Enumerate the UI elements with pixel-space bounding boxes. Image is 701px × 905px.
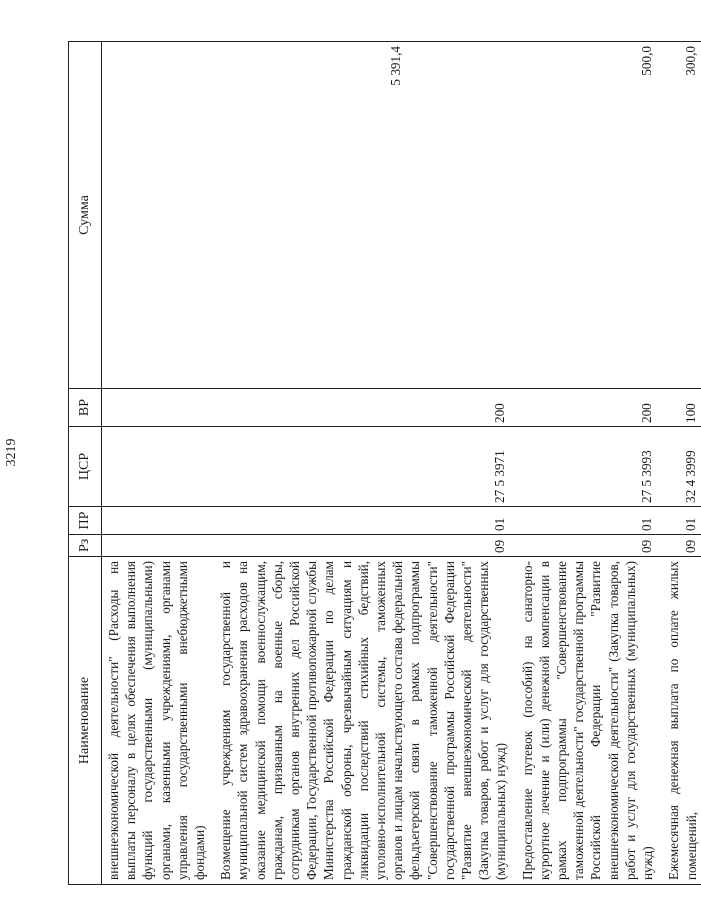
row-sum: 5 391,4 [209,42,510,389]
row-name: внешнеэкономической деятельности" (Расходы на выплаты персоналу в целях обеспечения выполнения функций государственными (муниципальными) органами, казенными учреждениями, органами управления государственными внебюджетными фондами) [102,557,210,885]
table-header-row [69,42,102,885]
row-sum: 300,0 [657,42,700,389]
row-vr: 100 [657,389,700,427]
row-name: Ежемесячная денежная выплата по оплате жилых помещений, [657,557,700,885]
row-vr [102,389,210,427]
row-vr: 200 [209,389,510,427]
header-name: Наименование [69,557,102,885]
row-csr: 27 5 3993 [511,427,658,507]
row-rz [102,535,210,557]
table-row [102,42,210,885]
row-name: Возмещение учреждениям государственной и муниципальной систем здравоохранения расходов на оказание медицинской помощи военнослужащим, гражданам, призванным на военные сборы, сотрудникам органов внутренних дел Российской Федерации, Государственной противопожарной службы Министерства Российской Федерации по делам гражданской обороны, чрезвычайным ситуациям и ликвидации последствий стихийных бедствий, уголовно-исполнительной системы, таможенных органов и лицам начальствующего состава федеральной фельдъегерской связи в рамках подпрограммы "Совершенствование таможенной деятельности" государственной программы Российской Федерации "Развитие внешнеэкономической деятельности" (Закупка товаров, работ и услуг для государственных (муниципальных) нужд) [209,557,510,885]
header-csr: ЦСР [69,427,102,507]
header-vr: ВР [69,389,102,427]
row-pr: 01 [657,507,700,535]
header-rz: Рз [69,535,102,557]
row-vr: 200 [511,389,658,427]
row-pr [102,507,210,535]
header-pr: ПР [69,507,102,535]
row-csr: 27 5 3971 [209,427,510,507]
row-pr: 01 [209,507,510,535]
row-csr: 32 4 3999 [657,427,700,507]
page-number: 3219 [4,438,19,467]
row-sum: 500,0 [511,42,658,389]
row-rz: 09 [511,535,658,557]
table-row [511,42,658,885]
header-sum: Сумма [69,42,102,389]
row-rz: 09 [657,535,700,557]
table-row [657,42,700,885]
row-name: Предоставление путевок (пособий) на санаторно-курортное лечение и (или) денежной компенсации в рамках подпрограммы "Совершенствование таможенной деятельности" государственной программы Российской Федерации "Развитие внешнеэкономической деятельности" (Закупка товаров, работ и услуг для государственных (муниципальных) нужд) [511,557,658,885]
budget-table [68,41,701,885]
row-csr [102,427,210,507]
row-pr: 01 [511,507,658,535]
table-row [209,42,510,885]
row-sum [102,42,210,389]
row-rz: 09 [209,535,510,557]
